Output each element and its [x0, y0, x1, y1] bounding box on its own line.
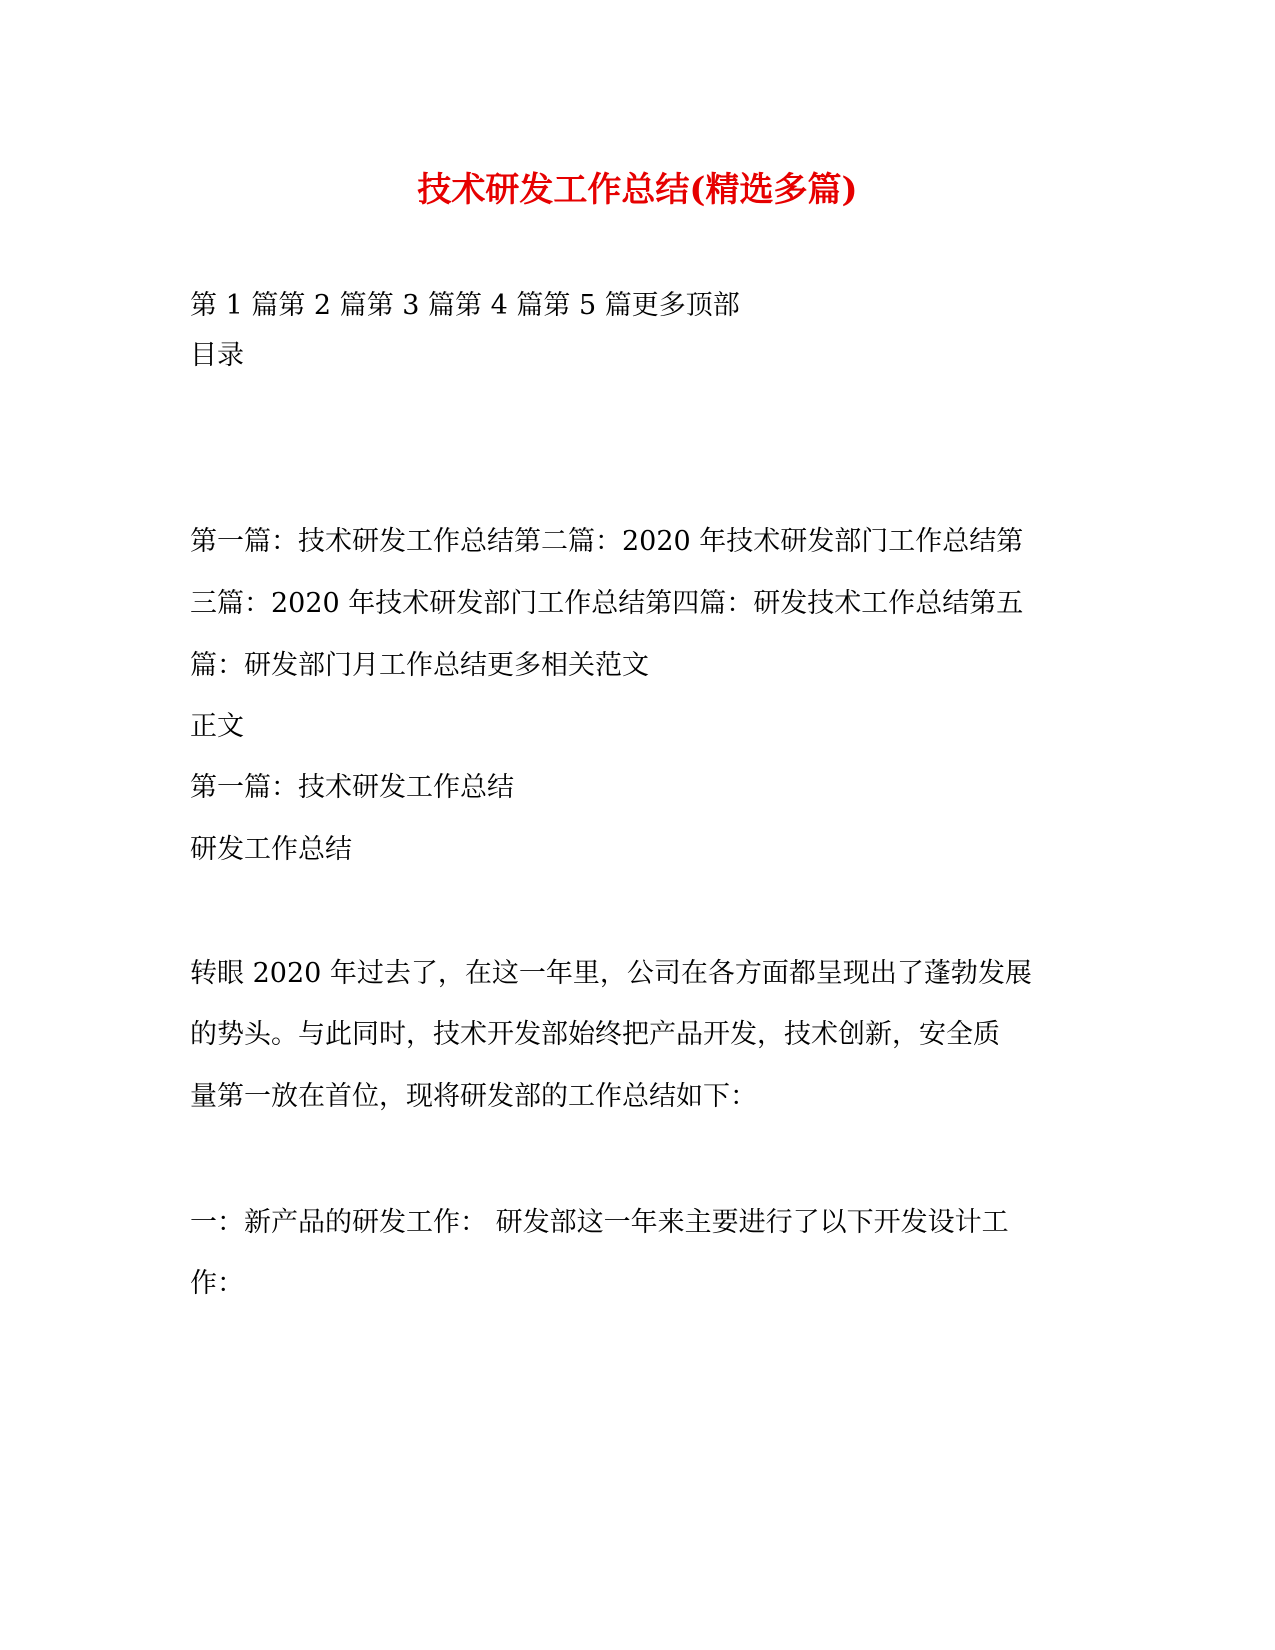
nav-link-part-2[interactable]: 第 2 篇 [278, 290, 367, 321]
nav-link-part-5[interactable]: 第 5 篇 [543, 290, 632, 321]
item1-line: 作： [190, 1268, 244, 1299]
body-heading: 正文 [190, 711, 244, 742]
intro-line: 量第一放在首位，现将研发部的工作总结如下： [190, 1081, 757, 1112]
intro-line: 转眼 2020 年过去了，在这一年里，公司在各方面都呈现出了蓬勃发展 [190, 958, 1032, 989]
section-heading: 第一篇：技术研发工作总结 [190, 772, 514, 803]
toc-heading: 目录 [190, 340, 244, 371]
nav-link-more[interactable]: 更多 [631, 290, 686, 321]
nav-link-part-3[interactable]: 第 3 篇 [366, 290, 456, 321]
section-nav [190, 288, 740, 324]
nav-link-top[interactable]: 顶部 [685, 290, 740, 321]
intro-line: 的势头。与此同时，技术开发部始终把产品开发，技术创新，安全质 [190, 1019, 1000, 1050]
document-title: 技术研发工作总结(精选多篇) [417, 170, 858, 210]
item1-line: 一：新产品的研发工作： 研发部这一年来主要进行了以下开发设计工 [190, 1207, 1009, 1238]
toc-line: 第一篇：技术研发工作总结第二篇：2020 年技术研发部门工作总结第 [190, 526, 1024, 557]
subheading: 研发工作总结 [190, 834, 352, 865]
nav-link-part-1[interactable]: 第 1 篇 [190, 290, 279, 321]
nav-link-part-4[interactable]: 第 4 篇 [455, 290, 544, 321]
toc-line: 篇：研发部门月工作总结更多相关范文 [190, 650, 649, 681]
toc-line: 三篇：2020 年技术研发部门工作总结第四篇：研发技术工作总结第五 [190, 588, 1024, 619]
